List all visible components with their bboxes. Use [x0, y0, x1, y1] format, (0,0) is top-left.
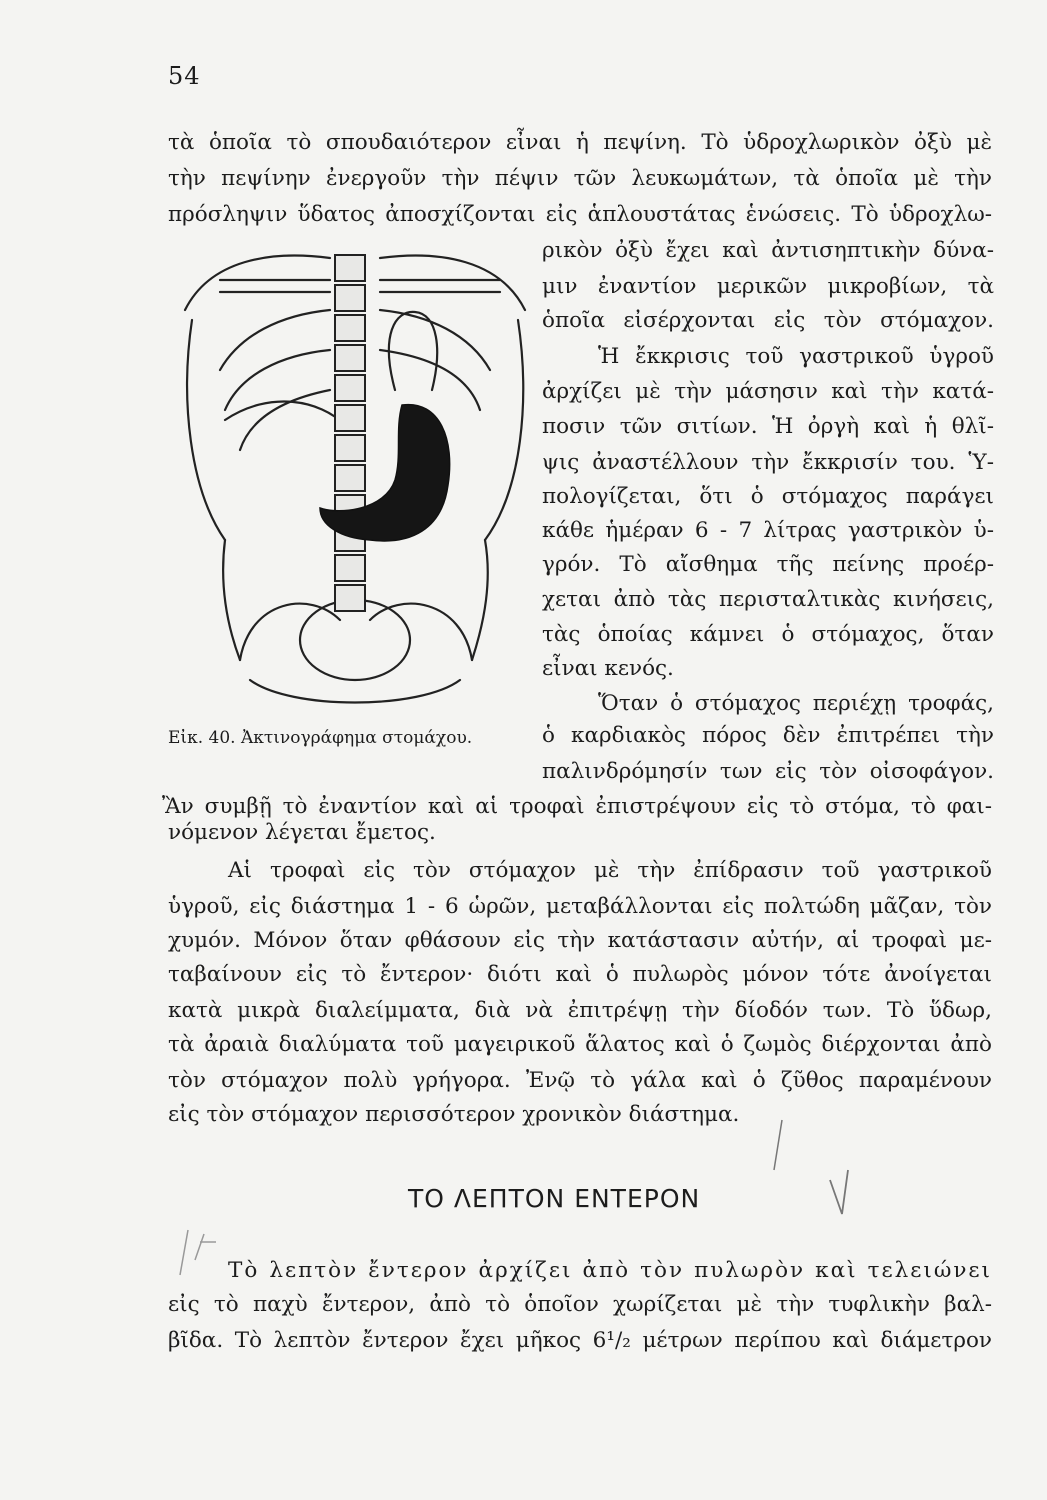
text-line: ἀρχίζει μὲ τὴν μάσησιν καὶ τὴν κατά- — [542, 379, 994, 404]
text-line: τὴν πεψίνην ἐνεργοῦν τὴν πέψιν τῶν λευκωμάτων, τὰ ὁποῖα μὲ τὴν — [168, 166, 992, 191]
text-line: πρόσληψιν ὕδατος ἀποσχίζονται εἰς ἁπλουστάτας ἑνώσεις. Τὸ ὑδροχλω- — [168, 202, 992, 227]
text-line: εἰς τὸν στόμαχον περισσότερον χρονικὸν διάστημα. — [168, 1102, 740, 1127]
text-line: χεται ἀπὸ τὰς περισταλτικὰς κινήσεις, — [542, 587, 994, 612]
figure-caption: Εἰκ. 40. Ἀκτινογράφημα στομάχου. — [168, 728, 473, 748]
text-line: χυμόν. Μόνον ὅταν φθάσουν εἰς τὴν κατάστασιν αὐτήν, αἱ τροφαὶ με- — [168, 928, 992, 953]
text-line: ταβαίνουν εἰς τὸ ἔντερον· διότι καὶ ὁ πυλωρὸς μόνον τότε ἀνοίγεται — [168, 962, 992, 987]
text-line: κάθε ἡμέραν 6 - 7 λίτρας γαστρικὸν ὑ- — [542, 518, 994, 543]
text-line: Ὅταν ὁ στόμαχος περιέχῃ τροφάς, — [598, 691, 994, 716]
text-line: τὸν στόμαχον πολὺ γρήγορα. Ἐνῷ τὸ γάλα καὶ ὁ ζῦθος παραμένουν — [168, 1068, 992, 1093]
text-line: νόμενον λέγεται ἔμετος. — [168, 820, 436, 845]
text-line: Αἱ τροφαὶ εἰς τὸν στόμαχον μὲ τὴν ἐπίδρασιν τοῦ γαστρικοῦ — [228, 858, 992, 883]
text-line: ποσιν τῶν σιτίων. Ἡ ὀργὴ καὶ ἡ θλῖ- — [542, 414, 994, 439]
text-line: παλινδρόμησίν των εἰς τὸν οἰσοφάγον. — [542, 759, 994, 784]
text-line: ρικὸν ὀξὺ ἔχει καὶ ἀντισηπτικὴν δύνα- — [542, 238, 994, 263]
text-line: τὰ ὁποῖα τὸ σπουδαιότερον εἶναι ἡ πεψίνη. Τὸ ὑδροχλωρικὸν ὀξὺ μὲ — [168, 130, 992, 155]
text-line: ὁ καρδιακὸς πόρος δὲν ἐπιτρέπει τὴν — [542, 723, 994, 748]
text-line: ὑγροῦ, εἰς διάστημα 1 - 6 ὡρῶν, μεταβάλλονται εἰς πολτώδη μᾶζαν, τὸν — [168, 894, 992, 919]
text-line: Ἡ ἔκκρισις τοῦ γαστρικοῦ ὑγροῦ — [598, 344, 994, 369]
text-line: ψις ἀναστέλλουν τὴν ἔκκρισίν του. Ὑ- — [542, 450, 994, 475]
text-line: ὁποῖα εἰσέρχονται εἰς τὸν στόμαχον. — [542, 308, 994, 333]
pencil-mark-icon — [170, 1220, 230, 1280]
text-line: Τὸ λεπτὸν ἔντερον ἀρχίζει ἀπὸ τὸν πυλωρὸν καὶ τελειώνει — [228, 1258, 992, 1283]
text-line: μιν ἐναντίον μερικῶν μικροβίων, τὰ — [542, 274, 994, 299]
text-line: Ἂν συμβῇ τὸ ἐναντίον καὶ αἱ τροφαὶ ἐπιστρέψουν εἰς τὸ στόμα, τὸ φαι- — [162, 794, 992, 819]
text-line: εἶναι κενός. — [542, 656, 674, 681]
text-line: γρόν. Τὸ αἴσθημα τῆς πείνης προέρ- — [542, 552, 994, 577]
section-heading: ΤΟ ΛΕΠΤΟΝ ΕΝΤΕΡΟΝ — [408, 1184, 701, 1213]
text-line: τὰ ἀραιὰ διαλύματα τοῦ μαγειρικοῦ ἅλατος καὶ ὁ ζωμὸς διέρχονται ἀπὸ — [168, 1032, 992, 1057]
page-number: 54 — [168, 62, 201, 90]
text-line: πολογίζεται, ὅτι ὁ στόμαχος παράγει — [542, 484, 994, 509]
text-line: βῖδα. Τὸ λεπτὸν ἔντερον ἔχει μῆκος 6¹/₂ μέτρων περίπου καὶ διάμετρον — [168, 1328, 992, 1353]
stomach-xray-figure — [180, 240, 530, 720]
text-line: τὰς ὁποίας κάμνει ὁ στόμαχος, ὅταν — [542, 622, 994, 647]
text-line: κατὰ μικρὰ διαλείμματα, διὰ νὰ ἐπιτρέψῃ τὴν δίοδόν των. Τὸ ὕδωρ, — [168, 998, 992, 1023]
text-line: εἰς τὸ παχὺ ἔντερον, ἀπὸ τὸ ὁποῖον χωρίζεται μὲ τὴν τυφλικὴν βαλ- — [168, 1292, 992, 1317]
